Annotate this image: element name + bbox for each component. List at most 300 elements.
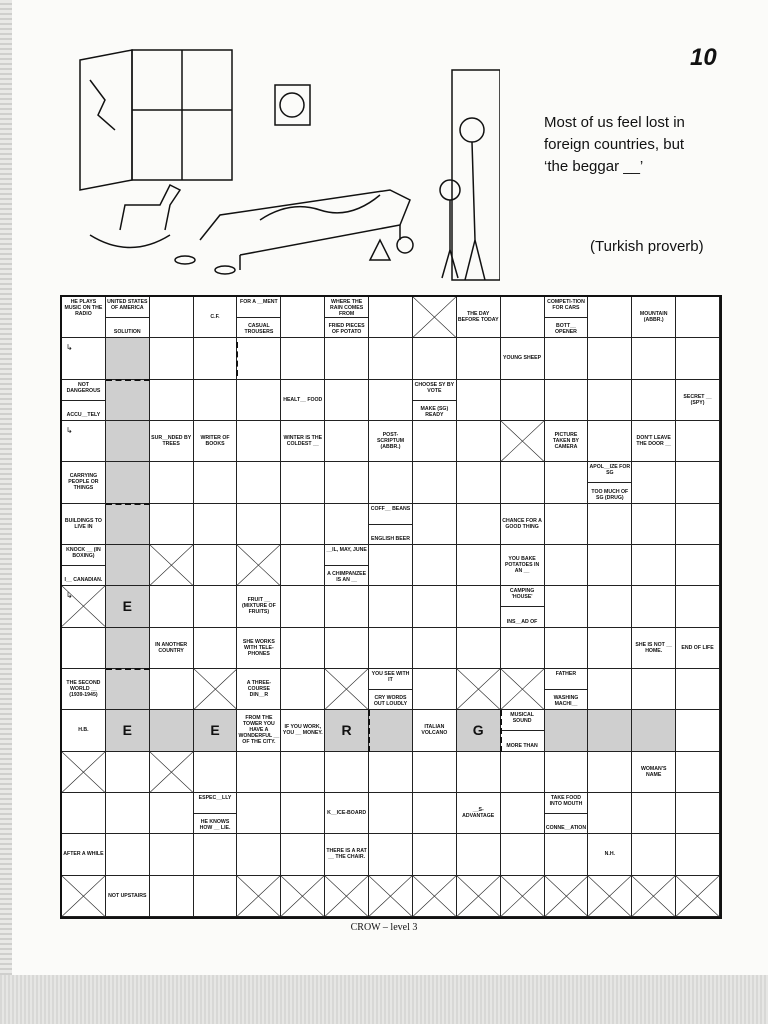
clue-cell	[676, 380, 720, 421]
answer-cell[interactable]	[501, 297, 545, 338]
answer-cell[interactable]	[588, 421, 632, 462]
proverb-source: (Turkish proverb)	[590, 238, 704, 255]
clue-divider	[325, 565, 368, 566]
answer-cell[interactable]	[457, 710, 501, 751]
answer-cell[interactable]	[150, 710, 194, 751]
answer-cell[interactable]	[325, 586, 369, 627]
clue-text: ACCU__TELY	[66, 411, 101, 418]
clue-text: H.B.	[78, 727, 89, 734]
clue-cell	[632, 297, 676, 338]
dashed-separator	[500, 710, 502, 751]
answer-cell[interactable]	[194, 586, 238, 627]
filled-letter: E	[122, 722, 132, 739]
toy-bear	[397, 237, 413, 253]
dashed-separator	[106, 503, 150, 505]
answer-cell[interactable]	[106, 834, 150, 875]
blocked-cell	[150, 752, 194, 793]
clue-text: SECRET __ (SPY)	[683, 393, 712, 406]
clue-cell	[325, 545, 369, 586]
clue-text: A THREE-COURSE DIN__R	[246, 680, 272, 699]
clue-cell	[194, 421, 238, 462]
clue-cell	[501, 504, 545, 545]
answer-cell[interactable]	[237, 504, 281, 545]
clue-text: UNITED STATES OF AMERICA	[107, 299, 148, 311]
answer-cell[interactable]	[194, 545, 238, 586]
clue-cell	[588, 462, 632, 503]
answer-cell[interactable]	[676, 752, 720, 793]
scan-edge-left	[0, 0, 12, 975]
clue-cell	[325, 793, 369, 834]
answer-cell[interactable]	[501, 834, 545, 875]
clue-divider	[369, 524, 412, 525]
answer-cell[interactable]	[632, 338, 676, 379]
answer-cell[interactable]	[588, 710, 632, 751]
answer-cell[interactable]	[632, 462, 676, 503]
answer-cell[interactable]	[369, 462, 413, 503]
clue-text: K__ICE-BOARD	[327, 810, 367, 817]
answer-cell[interactable]	[676, 834, 720, 875]
clue-text: COFF__ BEANS	[370, 505, 411, 512]
cross-mark	[62, 752, 105, 792]
bed	[200, 190, 410, 255]
answer-cell[interactable]	[369, 752, 413, 793]
clue-cell	[281, 710, 325, 751]
answer-cell[interactable]	[457, 338, 501, 379]
answer-cell[interactable]	[632, 710, 676, 751]
dashed-separator	[368, 710, 370, 751]
proverb-line: ‘the beggar __’	[544, 158, 644, 175]
clue-text: IF YOU WORK, YOU __ MONEY.	[282, 724, 323, 737]
answer-cell[interactable]	[237, 380, 281, 421]
cross-mark	[676, 876, 719, 916]
answer-cell[interactable]	[632, 793, 676, 834]
cross-mark	[501, 669, 544, 709]
answer-cell[interactable]	[457, 421, 501, 462]
clue-text: TOO MUCH OF SG (DRUG)	[591, 488, 629, 501]
clue-cell	[545, 793, 589, 834]
answer-cell[interactable]	[325, 338, 369, 379]
clue-text: FROM THE TOWER YOU HAVE A WONDERFUL __ OF THE CITY.	[238, 715, 280, 746]
filled-letter: E	[122, 598, 132, 615]
answer-cell[interactable]	[588, 297, 632, 338]
answer-cell[interactable]	[281, 834, 325, 875]
answer-cell[interactable]	[545, 834, 589, 875]
clue-text: MORE THAN	[506, 742, 538, 749]
answer-cell[interactable]	[194, 834, 238, 875]
blocked-cell	[676, 876, 720, 917]
blocked-cell	[413, 876, 457, 917]
answer-cell[interactable]	[281, 338, 325, 379]
answer-cell[interactable]	[150, 586, 194, 627]
answer-cell[interactable]	[676, 545, 720, 586]
clue-cell	[369, 504, 413, 545]
cross-mark	[501, 876, 544, 916]
clue-text: CHANCE FOR A GOOD THING	[502, 517, 542, 530]
answer-cell[interactable]	[325, 504, 369, 545]
blocked-cell	[501, 669, 545, 710]
blocked-cell	[457, 669, 501, 710]
clue-text: PICTURE TAKEN BY CAMERA	[552, 432, 580, 451]
puzzle-caption: CROW – level 3	[350, 922, 418, 933]
answer-cell[interactable]	[588, 586, 632, 627]
clue-text: A CHIMPANZEE IS AN __	[327, 571, 367, 584]
answer-cell[interactable]	[588, 504, 632, 545]
clue-cell	[62, 380, 106, 421]
answer-cell[interactable]	[325, 462, 369, 503]
answer-cell[interactable]	[194, 628, 238, 669]
answer-cell[interactable]	[413, 338, 457, 379]
answer-cell[interactable]	[150, 297, 194, 338]
clue-text: WRITER OF BOOKS	[200, 435, 230, 448]
answer-cell[interactable]	[632, 834, 676, 875]
answer-cell[interactable]	[106, 752, 150, 793]
clue-cell	[501, 545, 545, 586]
answer-cell[interactable]	[413, 504, 457, 545]
filled-letter: G	[472, 722, 484, 739]
answer-cell[interactable]	[281, 752, 325, 793]
answer-cell[interactable]	[545, 380, 589, 421]
proverb-text	[544, 112, 754, 178]
answer-cell[interactable]	[545, 628, 589, 669]
answer-cell[interactable]	[106, 338, 150, 379]
clue-text: KNOCK __ (IN BOXING)	[66, 547, 101, 559]
answer-cell[interactable]	[194, 504, 238, 545]
cross-mark	[325, 669, 368, 709]
cross-mark	[237, 545, 280, 585]
clue-cell	[150, 628, 194, 669]
answer-cell[interactable]	[106, 793, 150, 834]
clue-cell	[106, 297, 150, 338]
cross-mark	[150, 545, 193, 585]
clue-text: MUSICAL SOUND	[510, 712, 534, 725]
answer-cell[interactable]	[545, 462, 589, 503]
scan-edge-bottom	[0, 975, 768, 1024]
answer-cell[interactable]	[457, 752, 501, 793]
cross-mark	[501, 421, 544, 461]
answer-cell[interactable]	[457, 462, 501, 503]
clue-cell	[281, 380, 325, 421]
answer-cell[interactable]	[194, 380, 238, 421]
answer-cell[interactable]	[413, 421, 457, 462]
answer-cell[interactable]	[281, 669, 325, 710]
clue-text: ENGLISH BEER	[371, 535, 410, 542]
answer-cell[interactable]	[237, 421, 281, 462]
answer-cell[interactable]	[237, 462, 281, 503]
answer-cell[interactable]	[588, 793, 632, 834]
answer-cell[interactable]	[457, 380, 501, 421]
clue-cell	[325, 834, 369, 875]
proverb-line: Most of us feel lost in	[544, 114, 685, 131]
answer-cell[interactable]	[237, 338, 281, 379]
answer-cell[interactable]	[501, 793, 545, 834]
answer-cell[interactable]	[676, 297, 720, 338]
clue-cell	[106, 876, 150, 917]
answer-cell[interactable]	[106, 710, 150, 751]
answer-cell[interactable]	[588, 669, 632, 710]
answer-cell[interactable]	[545, 752, 589, 793]
answer-cell[interactable]	[588, 628, 632, 669]
blocked-cell	[545, 876, 589, 917]
answer-cell[interactable]	[150, 834, 194, 875]
answer-cell[interactable]	[545, 586, 589, 627]
cross-mark	[457, 669, 500, 709]
answer-cell[interactable]	[501, 752, 545, 793]
answer-cell[interactable]	[369, 628, 413, 669]
answer-cell[interactable]	[545, 504, 589, 545]
blocked-cell	[194, 669, 238, 710]
answer-cell[interactable]	[457, 834, 501, 875]
answer-cell[interactable]	[194, 338, 238, 379]
answer-cell[interactable]	[457, 504, 501, 545]
clue-divider	[237, 317, 280, 318]
answer-cell[interactable]	[106, 628, 150, 669]
cross-mark	[545, 876, 588, 916]
clue-cell	[369, 421, 413, 462]
answer-cell[interactable]	[369, 586, 413, 627]
clue-text: WOMAN'S NAME	[640, 765, 667, 778]
answer-cell[interactable]	[62, 628, 106, 669]
answer-cell[interactable]	[501, 462, 545, 503]
answer-cell[interactable]	[413, 628, 457, 669]
answer-cell[interactable]	[676, 586, 720, 627]
answer-cell[interactable]	[281, 545, 325, 586]
answer-cell[interactable]	[194, 752, 238, 793]
answer-cell[interactable]	[369, 380, 413, 421]
answer-cell[interactable]	[106, 462, 150, 503]
answer-cell[interactable]	[413, 545, 457, 586]
clue-text: WINTER IS THE COLDEST __	[283, 435, 323, 448]
cross-mark	[325, 876, 368, 916]
clue-text: CRY WORDS OUT LOUDLY	[373, 695, 408, 708]
boy-figure	[440, 180, 460, 200]
answer-cell[interactable]	[413, 793, 457, 834]
answer-cell[interactable]	[325, 752, 369, 793]
answer-cell[interactable]	[632, 586, 676, 627]
clue-text: ESPEC__LLY	[198, 795, 232, 801]
answer-cell[interactable]	[325, 710, 369, 751]
answer-cell[interactable]	[194, 876, 238, 917]
clue-text: IN ANOTHER COUNTRY	[155, 641, 188, 654]
clue-cell	[632, 421, 676, 462]
clue-text: CHOOSE SY BY VOTE	[414, 381, 455, 394]
answer-cell[interactable]	[325, 380, 369, 421]
answer-cell[interactable]	[281, 462, 325, 503]
answer-cell[interactable]	[676, 504, 720, 545]
clue-divider	[106, 317, 149, 318]
clue-cell	[632, 752, 676, 793]
answer-cell[interactable]	[369, 297, 413, 338]
answer-cell[interactable]	[150, 462, 194, 503]
answer-cell[interactable]	[194, 710, 238, 751]
clue-text: INS__AD OF	[506, 618, 538, 625]
clue-text: TAKE FOOD INTO MOUTH	[549, 795, 583, 807]
clue-text: YOU BAKE POTATOES IN AN __	[504, 556, 540, 575]
answer-cell[interactable]	[632, 545, 676, 586]
answer-cell[interactable]	[676, 793, 720, 834]
clue-cell	[413, 380, 457, 421]
answer-cell[interactable]	[413, 586, 457, 627]
clue-cell	[676, 628, 720, 669]
clue-text: MAKE (SG) READY	[420, 405, 449, 418]
clue-cell	[545, 669, 589, 710]
answer-cell[interactable]	[369, 338, 413, 379]
clue-text: COMPETI-TION FOR CARS	[547, 299, 585, 311]
answer-cell[interactable]	[676, 669, 720, 710]
answer-cell[interactable]	[194, 462, 238, 503]
answer-cell[interactable]	[325, 421, 369, 462]
answer-cell[interactable]	[545, 545, 589, 586]
clue-text: POST-SCRIPTUM (ABBR.)	[376, 432, 405, 451]
answer-cell[interactable]	[413, 462, 457, 503]
answer-cell[interactable]	[237, 793, 281, 834]
filled-letter: R	[341, 722, 352, 739]
clue-cell	[545, 421, 589, 462]
clue-text: SHE IS NOT __ HOME.	[635, 641, 672, 654]
answer-cell[interactable]	[457, 586, 501, 627]
doorway	[452, 70, 500, 280]
answer-cell[interactable]	[457, 545, 501, 586]
direction-arrow-icon: ↳	[66, 343, 73, 353]
clue-cell	[237, 669, 281, 710]
answer-cell[interactable]	[632, 669, 676, 710]
clue-cell	[325, 297, 369, 338]
blocked-cell	[457, 876, 501, 917]
clue-divider	[545, 689, 588, 690]
answer-cell[interactable]	[545, 338, 589, 379]
answer-cell[interactable]	[150, 793, 194, 834]
blocked-cell	[325, 876, 369, 917]
man-figure	[460, 118, 484, 142]
answer-cell[interactable]	[369, 834, 413, 875]
direction-arrow-icon: ↳	[66, 426, 73, 435]
clue-cell	[237, 628, 281, 669]
blocked-cell	[150, 545, 194, 586]
clue-cell	[457, 297, 501, 338]
answer-cell[interactable]	[501, 380, 545, 421]
answer-cell[interactable]	[545, 710, 589, 751]
clue-divider	[545, 317, 588, 318]
blocked-cell	[62, 752, 106, 793]
clue-cell	[632, 628, 676, 669]
answer-cell[interactable]	[150, 380, 194, 421]
answer-cell[interactable]	[281, 586, 325, 627]
answer-cell[interactable]	[106, 421, 150, 462]
blocked-cell	[501, 421, 545, 462]
clue-divider	[501, 606, 544, 607]
answer-cell[interactable]	[150, 876, 194, 917]
clue-cell	[457, 793, 501, 834]
answer-cell[interactable]	[106, 586, 150, 627]
answer-cell[interactable]	[457, 628, 501, 669]
answer-cell[interactable]	[150, 669, 194, 710]
page-number: 10	[690, 44, 717, 71]
clue-text: I__ CANADIAN.	[64, 577, 103, 584]
clue-text: __S-ADVANTAGE	[462, 807, 495, 820]
blocked-cell	[413, 297, 457, 338]
answer-cell[interactable]	[62, 793, 106, 834]
answer-cell[interactable]	[281, 628, 325, 669]
clue-text: SUR__NDED BY TREES	[151, 435, 192, 448]
answer-cell[interactable]	[632, 380, 676, 421]
answer-cell[interactable]	[325, 628, 369, 669]
answer-cell[interactable]	[106, 545, 150, 586]
blocked-cell	[325, 669, 369, 710]
clue-text: END OF LIFE	[681, 644, 714, 651]
clue-text: CASUAL TROUSERS	[244, 323, 274, 336]
clue-cell	[588, 834, 632, 875]
answer-cell[interactable]	[413, 669, 457, 710]
clue-text: WHERE THE RAIN COMES FROM	[330, 299, 364, 317]
clue-cell	[62, 462, 106, 503]
clue-text: HEALT__ FOOD	[283, 396, 323, 403]
answer-cell[interactable]	[369, 710, 413, 751]
answer-cell[interactable]	[413, 834, 457, 875]
answer-cell[interactable]	[369, 793, 413, 834]
clue-text: FATHER	[555, 671, 577, 677]
cartoon-illustration	[60, 40, 500, 290]
answer-cell[interactable]	[281, 504, 325, 545]
clue-divider	[588, 482, 631, 483]
cross-mark	[281, 876, 324, 916]
clue-text: FRIED PIECES OF POTATO	[328, 323, 365, 336]
cross-mark	[194, 669, 237, 709]
answer-cell[interactable]	[237, 752, 281, 793]
answer-cell[interactable]	[588, 752, 632, 793]
clue-cell	[545, 297, 589, 338]
answer-cell[interactable]	[106, 504, 150, 545]
answer-cell[interactable]	[106, 669, 150, 710]
answer-cell[interactable]	[676, 710, 720, 751]
answer-cell[interactable]	[281, 793, 325, 834]
clue-cell	[194, 793, 238, 834]
answer-cell[interactable]	[501, 628, 545, 669]
clue-text: BUILDINGS TO LIVE IN	[64, 517, 102, 530]
clue-cell	[369, 669, 413, 710]
clue-divider	[369, 689, 412, 690]
answer-cell[interactable]	[588, 545, 632, 586]
dashed-separator	[106, 668, 150, 670]
clue-cell	[62, 834, 106, 875]
answer-cell[interactable]	[676, 338, 720, 379]
blocked-cell	[369, 876, 413, 917]
clue-text: CARRYING PEOPLE OR THINGS	[68, 473, 99, 492]
blocked-cell	[237, 545, 281, 586]
clue-text: NOT UPSTAIRS	[108, 892, 147, 899]
clue-text: AFTER A WHILE	[63, 851, 104, 858]
clue-cell	[62, 669, 106, 710]
clue-divider	[545, 813, 588, 814]
answer-cell[interactable]	[588, 338, 632, 379]
answer-cell[interactable]	[632, 504, 676, 545]
answer-cell[interactable]	[676, 462, 720, 503]
answer-cell[interactable]	[413, 752, 457, 793]
clue-cell	[281, 421, 325, 462]
answer-cell[interactable]	[150, 338, 194, 379]
answer-cell[interactable]	[237, 834, 281, 875]
answer-cell[interactable]	[281, 297, 325, 338]
answer-cell[interactable]	[150, 504, 194, 545]
answer-cell[interactable]	[106, 380, 150, 421]
answer-cell[interactable]	[369, 545, 413, 586]
clue-text: APOL__IZE FOR SG	[589, 464, 631, 477]
clue-divider	[194, 813, 237, 814]
cross-mark	[369, 876, 412, 916]
clue-text: YOUNG SHEEP	[503, 355, 542, 362]
dashed-separator	[106, 379, 150, 381]
clue-text: CONNE__ATION	[545, 825, 587, 832]
answer-cell[interactable]	[588, 380, 632, 421]
answer-cell[interactable]	[676, 421, 720, 462]
